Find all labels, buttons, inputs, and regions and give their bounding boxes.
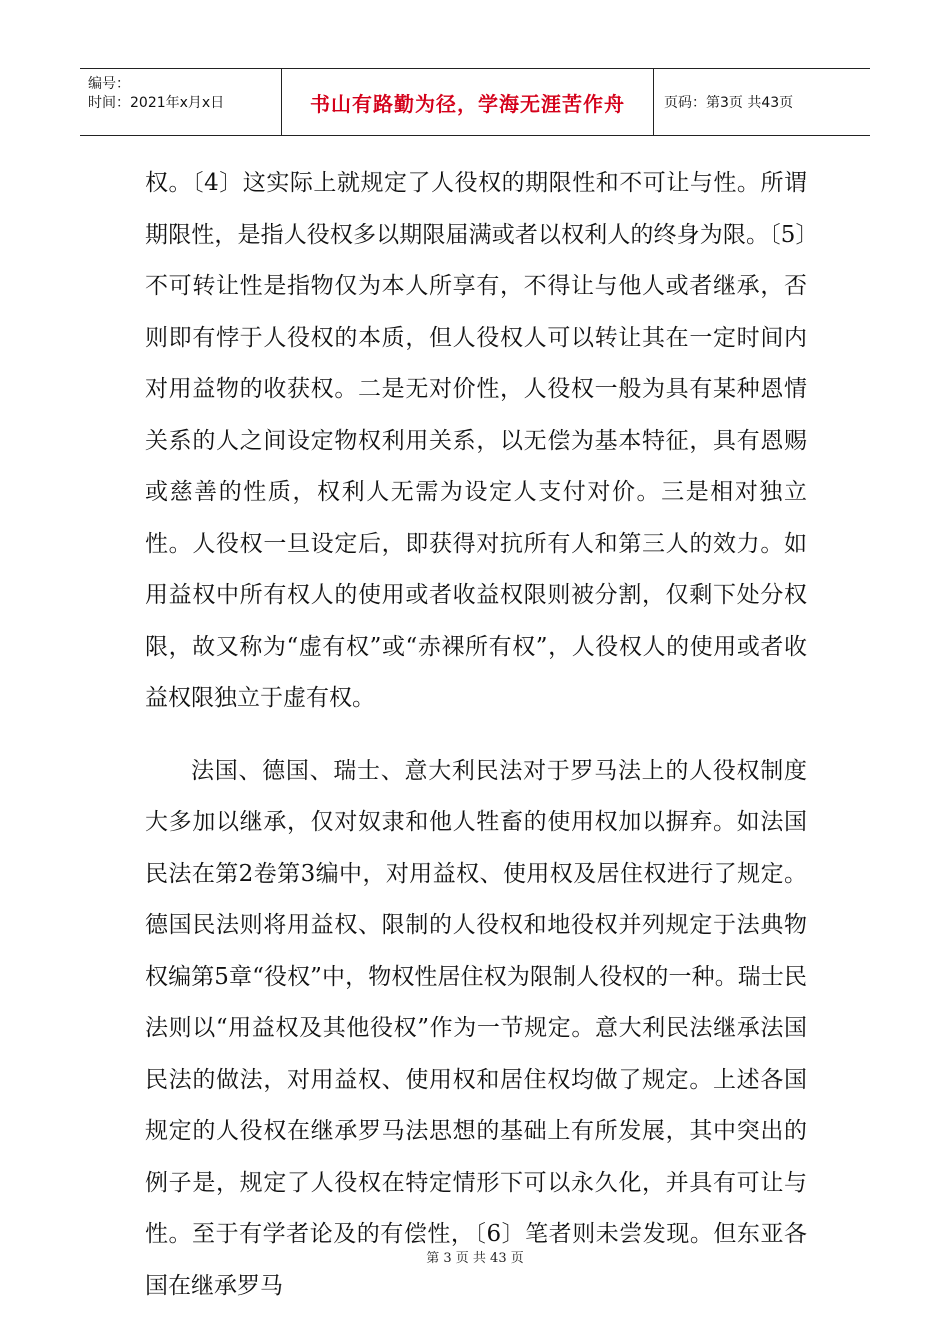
- header-page-info: 页码：第3页 共43页: [664, 95, 794, 111]
- time-label: 时间：2021年x月x日: [88, 95, 225, 111]
- serial-label: 编号：: [88, 76, 130, 92]
- page-header: [80, 68, 870, 136]
- document-body: [145, 158, 807, 1312]
- paragraph-2: 法国、德国、瑞士、意大利民法对于罗马法上的人役权制度大多加以继承，仅对奴隶和他人牲畜的使用权加以摒弃。如法国民法在第2卷第3编中，对用益权、使用权及居住权进行了规定。德国民法则将用益权、限制的人役权和地役权并列规定于法典物权编第5章“役权”中，物权性居住权为限制人役权的一种。瑞士民法则以“用益权及其他役权”作为一节规定。意大利民法继承法国民法的做法，对用益权、使用权和居住权均做了规定。上述各国规定的人役权在继承罗马法思想的基础上有所发展，其中突出的例子是，规定了人役权在特定情形下可以永久化，并具有可让与性。至于有学者论及的有偿性，〔6〕笔者则未尝发现。但东亚各国在继承罗马: [145, 757, 807, 1299]
- header-meta: [80, 69, 282, 135]
- header-motto: 书山有路勤为径，学海无涯苦作舟: [282, 69, 654, 135]
- paragraph-1: 权。〔4〕这实际上就规定了人役权的期限性和不可让与性。所谓期限性，是指人役权多以期限届满或者以权利人的终身为限。〔5〕不可转让性是指物仅为本人所享有，不得让与他人或者继承，否则即有悖于人役权的本质，但人役权人可以转让其在一定时间内对用益物的收获权。二是无对价性，人役权一般为具有某种恩情关系的人之间设定物权利用关系，以无偿为基本特征，具有恩赐或慈善的性质，权利人无需为设定人支付对价。三是相对独立性。人役权一旦设定后，即获得对抗所有人和第三人的效力。如用益权中所有权人的使用或者收益权限则被分割，仅剩下处分权限，故又称为“虚有权”或“赤裸所有权”，人役权人的使用或者收益权限独立于虚有权。: [145, 170, 807, 711]
- page-footer: 第 3 页 共 43 页: [426, 1251, 524, 1266]
